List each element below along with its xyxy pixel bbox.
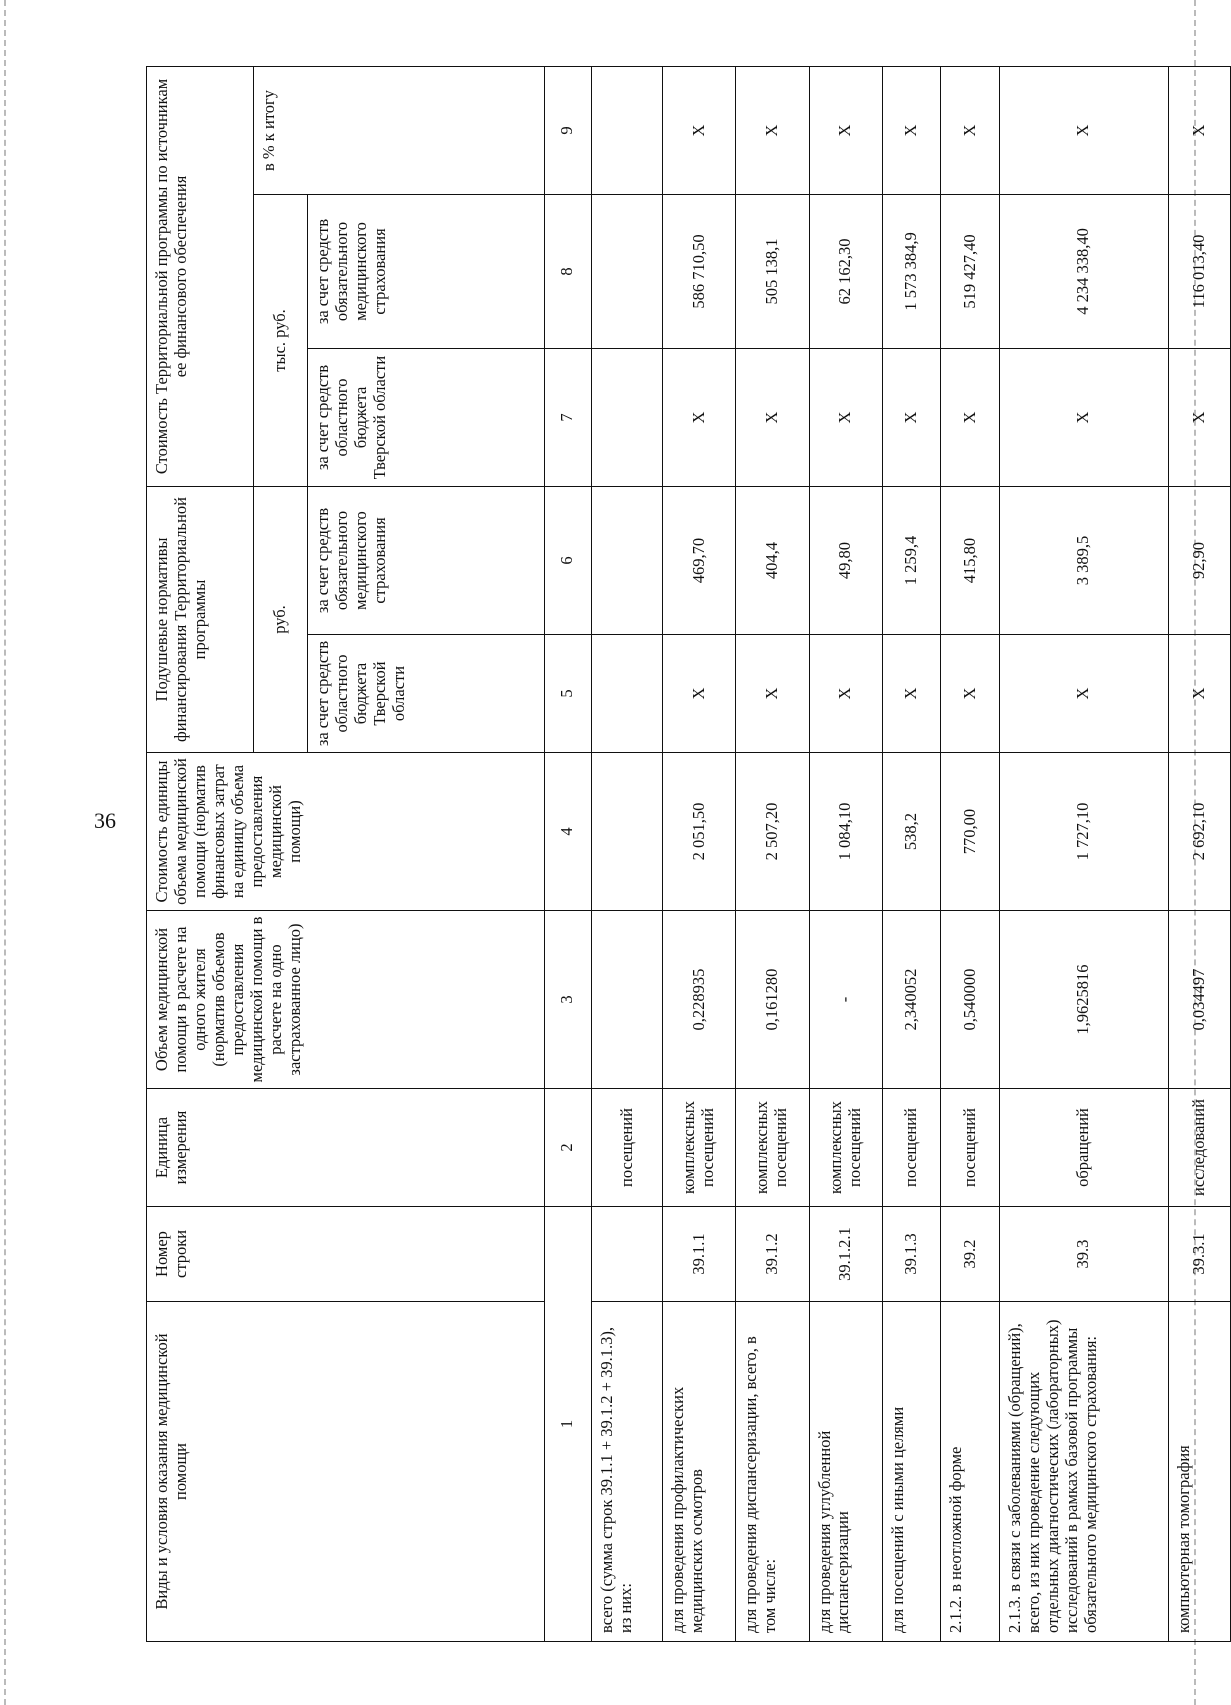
row-kind: для проведения углубленной диспансеризации (809, 1302, 882, 1642)
row-unit-cost: 1 727,10 (999, 753, 1168, 911)
row-oms-per-capita (592, 486, 663, 634)
row-budget-per-capita: X (941, 635, 1000, 753)
row-budget-per-capita: X (999, 635, 1168, 753)
row-budget-cost: X (1168, 348, 1230, 486)
row-oms-per-capita: 92,90 (1168, 486, 1230, 634)
row-unit-cost: 770,00 (941, 753, 1000, 911)
row-budget-cost (592, 348, 663, 486)
row-kind: 2.1.3. в связи с заболеваниями (обращений), всего, из них проведение следующих отдельных диагностических (лабораторных) исследований в рамках базовой программы обязательного медицинского страхования: (999, 1302, 1168, 1642)
row-kind: 2.1.2. в неотложной форме (941, 1302, 1000, 1642)
row-percent: X (809, 66, 882, 194)
row-budget-cost: X (663, 348, 736, 486)
row-oms-cost: 116 013,40 (1168, 194, 1230, 348)
column-number-6: 6 (544, 486, 591, 634)
header-cost: Стоимость Территориальной программы по источникам ее финансового обеспечения (147, 66, 254, 486)
row-unit: обращений (999, 1089, 1168, 1207)
column-number-9: 9 (544, 66, 591, 194)
table-row (999, 66, 1168, 1641)
row-percent: X (663, 66, 736, 194)
row-kind: для проведения профилактических медицинских осмотров (663, 1302, 736, 1642)
row-budget-per-capita: X (882, 635, 941, 753)
row-volume: 2,340052 (882, 911, 941, 1089)
page-number: 36 (94, 808, 116, 833)
row-unit: исследований (1168, 1089, 1230, 1207)
column-number-5: 5 (544, 635, 591, 753)
row-percent: X (999, 66, 1168, 194)
header-oms-per-capita: за счет средств обязательного медицинского страхования (308, 486, 545, 634)
row-oms-per-capita: 469,70 (663, 486, 736, 634)
row-kind: для посещений с иными целями (882, 1302, 941, 1642)
table-row (663, 66, 736, 1641)
row-percent: X (1168, 66, 1230, 194)
row-oms-cost: 4 234 338,40 (999, 194, 1168, 348)
scan-edge-left (4, 0, 6, 1705)
column-number-8: 8 (544, 194, 591, 348)
row-percent: X (882, 66, 941, 194)
row-unit-cost: 1 084,10 (809, 753, 882, 911)
row-oms-cost: 519 427,40 (941, 194, 1000, 348)
column-number-7: 7 (544, 348, 591, 486)
row-budget-cost: X (882, 348, 941, 486)
column-number-4: 4 (544, 753, 591, 911)
row-percent (592, 66, 663, 194)
header-volume: Объем медицинской помощи в расчете на одного жителя (норматив объемов предоставления медицинской помощи в расчете на одно застрахованное лицо) (147, 911, 545, 1089)
header-percent: в % к итогу (254, 66, 545, 194)
row-budget-per-capita: X (736, 635, 809, 753)
row-number: 39.1.2 (736, 1207, 809, 1302)
row-number: 39.2 (941, 1207, 1000, 1302)
row-oms-per-capita: 1 259,4 (882, 486, 941, 634)
table-row (736, 66, 809, 1641)
table-row (1168, 66, 1230, 1641)
row-budget-per-capita: X (1168, 635, 1230, 753)
row-number: 39.3.1 (1168, 1207, 1230, 1302)
header-budget-per-capita: за счет средств областного бюджета Тверской области (308, 635, 545, 753)
row-unit: комплексных посещений (663, 1089, 736, 1207)
row-kind: для проведения диспансеризации, всего, в том числе: (736, 1302, 809, 1642)
column-number-3: 3 (544, 911, 591, 1089)
header-rub: руб. (254, 486, 308, 752)
row-number (592, 1207, 663, 1302)
row-percent: X (941, 66, 1000, 194)
row-percent: X (736, 66, 809, 194)
row-unit: посещений (882, 1089, 941, 1207)
row-budget-cost: X (999, 348, 1168, 486)
row-kind: всего (сумма строк 39.1.1 + 39.1.2 + 39.1.3), из них: (592, 1302, 663, 1642)
row-unit: посещений (941, 1089, 1000, 1207)
row-volume: - (809, 911, 882, 1089)
row-budget-cost: X (736, 348, 809, 486)
financing-table (146, 66, 1231, 1642)
row-number: 39.1.3 (882, 1207, 941, 1302)
row-oms-per-capita: 404,4 (736, 486, 809, 634)
row-kind: компьютерная томография (1168, 1302, 1230, 1642)
row-unit: комплексных посещений (809, 1089, 882, 1207)
row-unit-cost: 2 507,20 (736, 753, 809, 911)
row-oms-cost: 62 162,30 (809, 194, 882, 348)
row-oms-cost: 505 138,1 (736, 194, 809, 348)
table-row (882, 66, 941, 1641)
row-volume: 1,9625816 (999, 911, 1168, 1089)
row-budget-per-capita: X (663, 635, 736, 753)
row-oms-cost (592, 194, 663, 348)
row-volume: 0,034497 (1168, 911, 1230, 1089)
row-oms-per-capita: 415,80 (941, 486, 1000, 634)
row-number: 39.3 (999, 1207, 1168, 1302)
row-unit-cost: 2 692,10 (1168, 753, 1230, 911)
row-unit-cost: 538,2 (882, 753, 941, 911)
header-oms-cost: за счет средств обязательного медицинского страхования (308, 194, 545, 348)
header-unit-cost: Стоимость единицы объема медицинской помощи (норматив финансовых затрат на единицу объема предоставления медицинской помощи) (147, 753, 545, 911)
row-unit: комплексных посещений (736, 1089, 809, 1207)
table-row (809, 66, 882, 1641)
column-number-1: 1 (544, 1207, 591, 1642)
row-unit-cost (592, 753, 663, 911)
header-budget-cost: за счет средств областного бюджета Тверской области (308, 348, 545, 486)
row-oms-cost: 586 710,50 (663, 194, 736, 348)
header-thousand-rub: тыс. руб. (254, 194, 308, 486)
column-number-2: 2 (544, 1089, 591, 1207)
row-budget-cost: X (809, 348, 882, 486)
table-row (592, 66, 663, 1641)
header-per-capita: Подушевые нормативы финансирования Территориальной программы (147, 486, 254, 752)
row-number: 39.1.2.1 (809, 1207, 882, 1302)
header-kind: Виды и условия оказания медицинской помощи (147, 1302, 545, 1642)
row-unit: посещений (592, 1089, 663, 1207)
row-oms-per-capita: 49,80 (809, 486, 882, 634)
row-oms-per-capita: 3 389,5 (999, 486, 1168, 634)
row-number: 39.1.1 (663, 1207, 736, 1302)
rotated-table-container (146, 67, 1231, 1642)
row-unit-cost: 2 051,50 (663, 753, 736, 911)
row-budget-cost: X (941, 348, 1000, 486)
row-volume: 0,161280 (736, 911, 809, 1089)
row-volume: 0,540000 (941, 911, 1000, 1089)
header-unit: Единица измерения (147, 1089, 545, 1207)
row-budget-per-capita (592, 635, 663, 753)
table-row (941, 66, 1000, 1641)
row-budget-per-capita: X (809, 635, 882, 753)
row-volume (592, 911, 663, 1089)
row-oms-cost: 1 573 384,9 (882, 194, 941, 348)
header-row-number: Номер строки (147, 1207, 545, 1302)
row-volume: 0,228935 (663, 911, 736, 1089)
